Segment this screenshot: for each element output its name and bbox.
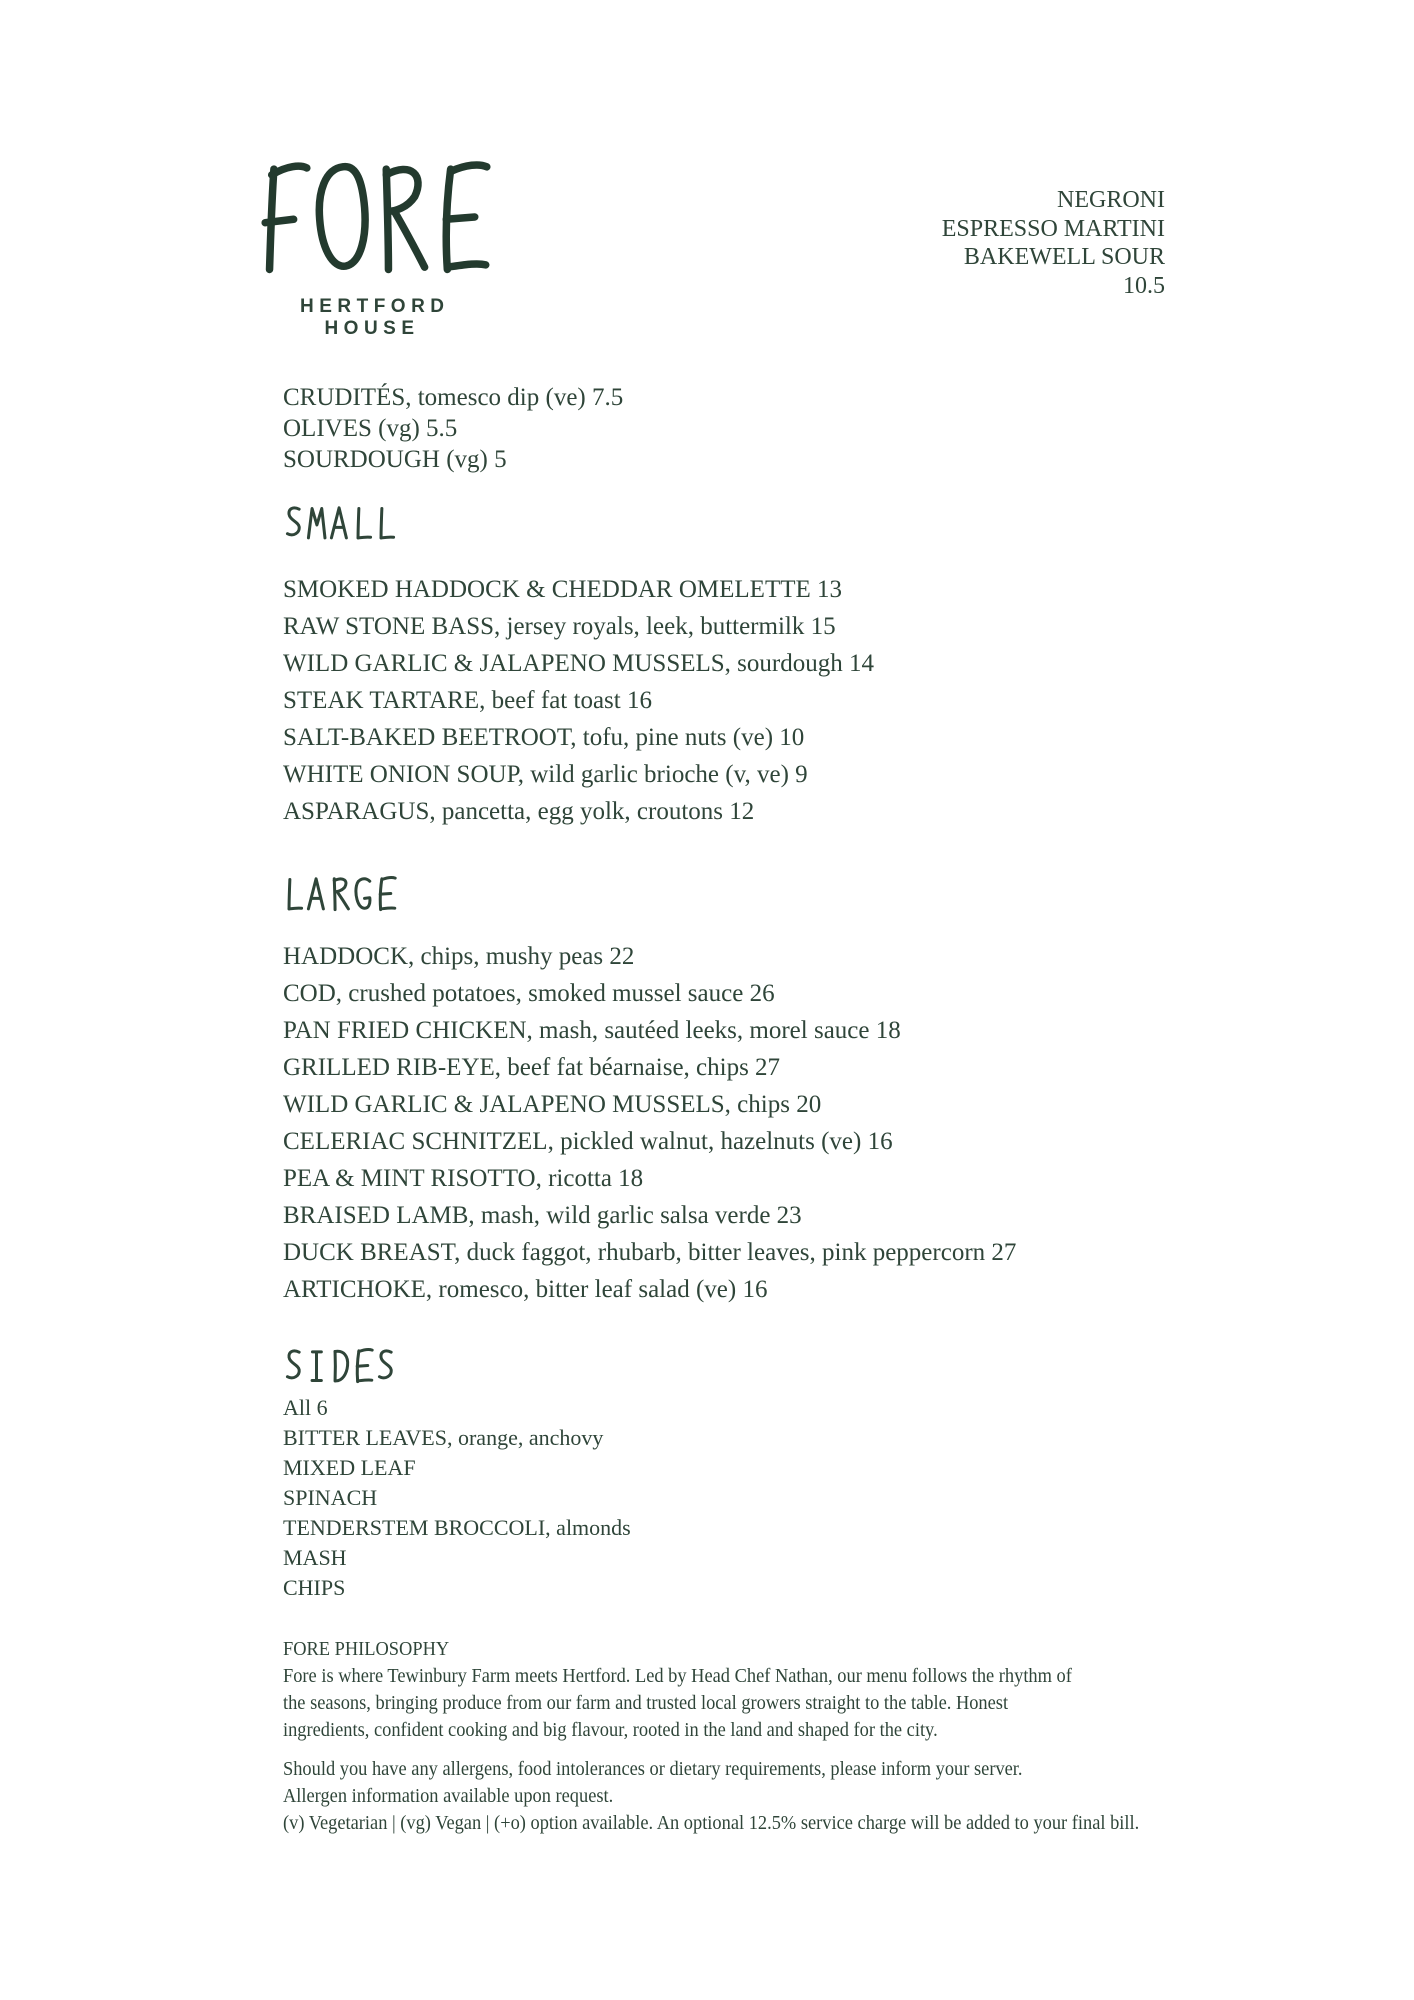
brand-subtitle: HERTFORD HOUSE — [299, 296, 450, 339]
hand-letter-a — [329, 505, 350, 540]
menu-item: HADDOCK, chips, mushy peas 22 — [283, 943, 635, 970]
hand-letter-e — [432, 160, 489, 274]
hand-letter-s — [283, 1348, 304, 1383]
sides-items — [283, 1423, 1223, 1603]
menu-item: SMOKED HADDOCK & CHEDDAR OMELETTE 13 — [283, 576, 843, 603]
allergen-note-line1: Should you have any allergens, food intolerances or dietary requirements, please inform your server. — [283, 1758, 1023, 1780]
hand-letter-a — [306, 876, 327, 911]
menu-item: RAW STONE BASS, jersey royals, leek, buttermilk 15 — [283, 613, 836, 640]
side-item: CHIPS — [283, 1575, 346, 1600]
large-items — [283, 938, 1223, 1308]
hand-letter-l — [352, 505, 373, 540]
menu-item: ASPARAGUS, pancetta, egg yolk, croutons 12 — [283, 798, 755, 825]
hand-letter-s — [283, 505, 304, 540]
dietary-legend: (v) Vegetarian | (vg) Vegan | (+o) option available. An optional 12.5% service charge will be added to your final bill. — [283, 1812, 1140, 1834]
menu-content — [283, 382, 1223, 1837]
philosophy-section — [283, 1636, 1093, 1744]
hand-letter-f — [252, 160, 309, 274]
brand-logo — [252, 160, 492, 274]
cocktail-item: BAKEWELL SOUR — [963, 244, 1165, 270]
menu-item: ARTICHOKE, romesco, bitter leaf salad (ve) 16 — [283, 1276, 768, 1303]
philosophy-body: Fore is where Tewinbury Farm meets Hertford. Led by Head Chef Nathan, our menu follows the rhythm of the seasons, bringing produce from our farm and trusted local growers straight to the table. Honest ingredients, confident cooking and big flavour, rooted in the land and shaped for the city. — [283, 1665, 1072, 1741]
hand-letter-e — [375, 876, 396, 911]
side-item: BITTER LEAVES, orange, anchovy — [283, 1425, 604, 1450]
menu-item: GRILLED RIB-EYE, beef fat béarnaise, chips 27 — [283, 1054, 781, 1081]
section-title-large — [283, 876, 1223, 911]
snack-item: OLIVES (vg) 5.5 — [283, 415, 458, 442]
snacks-list — [283, 382, 1223, 475]
cocktail-price: 10.5 — [1123, 272, 1165, 299]
menu-item: CELERIAC SCHNITZEL, pickled walnut, hazelnuts (ve) 16 — [283, 1128, 893, 1155]
hand-letter-s — [375, 1348, 396, 1383]
footer-notes — [283, 1756, 1148, 1837]
menu-item: STEAK TARTARE, beef fat toast 16 — [283, 687, 652, 714]
menu-item: PEA & MINT RISOTTO, ricotta 18 — [283, 1165, 644, 1192]
menu-item: PAN FRIED CHICKEN, mash, sautéed leeks, morel sauce 18 — [283, 1017, 901, 1044]
cocktail-item: NEGRONI — [1057, 187, 1165, 213]
philosophy-title: FORE PHILOSOPHY — [283, 1638, 450, 1660]
section-title-sides — [283, 1348, 1223, 1383]
menu-item: WILD GARLIC & JALAPENO MUSSELS, sourdough 14 — [283, 650, 874, 677]
cocktail-item: ESPRESSO MARTINI — [941, 215, 1165, 242]
menu-item: COD, crushed potatoes, smoked mussel sauce 26 — [283, 980, 775, 1007]
hand-letter-o — [312, 160, 369, 274]
section-title-small — [283, 505, 1223, 540]
side-item: TENDERSTEM BROCCOLI, almonds — [283, 1515, 631, 1540]
cocktail-list — [942, 186, 1165, 300]
hand-letter-g — [352, 876, 373, 911]
small-items — [283, 571, 1223, 830]
side-item: MASH — [283, 1545, 347, 1570]
allergen-note-line2: Allergen information available upon request. — [283, 1785, 614, 1807]
snack-item: SOURDOUGH (vg) 5 — [283, 446, 507, 473]
hand-letter-l — [283, 876, 304, 911]
menu-item: DUCK BREAST, duck faggot, rhubarb, bitter leaves, pink peppercorn 27 — [283, 1239, 1017, 1266]
hand-letter-m — [306, 505, 327, 540]
menu-item: WHITE ONION SOUP, wild garlic brioche (v, ve) 9 — [283, 761, 808, 788]
hand-letter-r — [372, 160, 429, 274]
hand-letter-l — [375, 505, 396, 540]
snack-item: CRUDITÉS, tomesco dip (ve) 7.5 — [283, 384, 624, 411]
side-item: SPINACH — [283, 1485, 378, 1510]
sides-note: All 6 — [283, 1395, 328, 1420]
hand-letter-d — [329, 1348, 350, 1383]
sides-block — [283, 1393, 1223, 1603]
hand-letter-e — [352, 1348, 373, 1383]
menu-item: WILD GARLIC & JALAPENO MUSSELS, chips 20 — [283, 1091, 822, 1118]
hand-letter-r — [329, 876, 350, 911]
menu-item: BRAISED LAMB, mash, wild garlic salsa verde 23 — [283, 1202, 802, 1229]
hand-letter-i — [306, 1348, 327, 1383]
menu-item: SALT-BAKED BEETROOT, tofu, pine nuts (ve) 10 — [283, 724, 805, 751]
cocktail-items — [942, 186, 1165, 272]
side-item: MIXED LEAF — [283, 1455, 416, 1480]
